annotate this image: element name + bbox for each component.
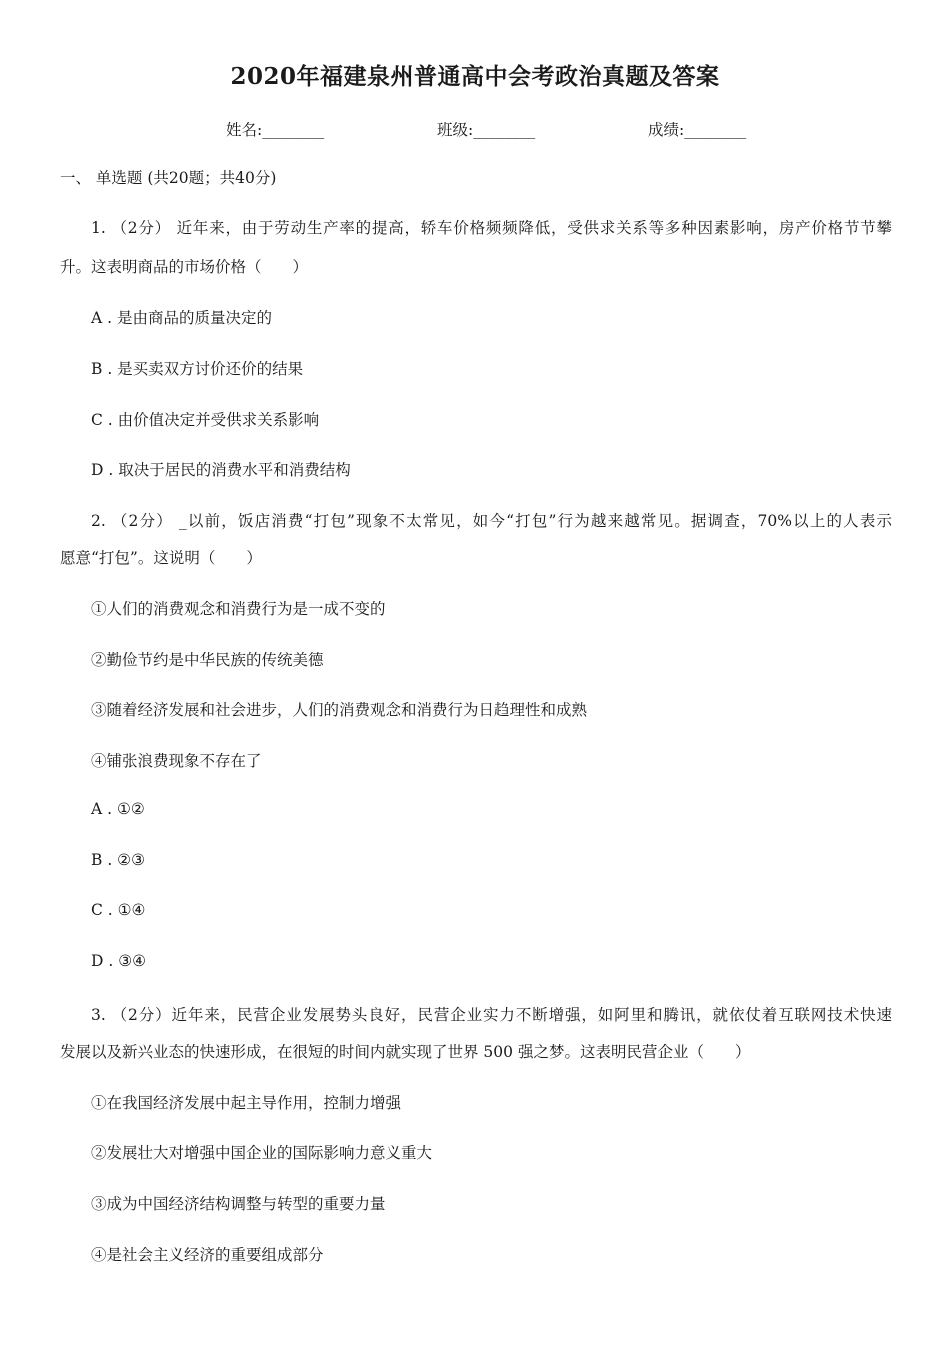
question-2-text-line2: 愿意“打包”。这说明（ ） [60, 549, 262, 567]
question-2-statement-2: ②勤俭节约是中华民族的传统美德 [91, 651, 324, 669]
question-3-text-line2: 发展以及新兴业态的快速形成，在很短的时间内就实现了世界 500 强之梦。这表明民营企业（ ） [60, 1043, 751, 1061]
question-1-text-line2: 升。这表明商品的市场价格（ ） [60, 258, 309, 276]
question-1-option-d: D . 取决于居民的消费水平和消费结构 [91, 461, 351, 479]
question-2-option-d: D . ③④ [91, 952, 146, 970]
question-2-option-a: A . ①② [91, 800, 145, 818]
question-2-option-c: C . ①④ [91, 901, 146, 919]
score-field-label: 成绩:________ [648, 121, 747, 139]
question-1-text-line1: 1. （2分） 近年来，由于劳动生产率的提高，轿车价格频频降低，受供求关系等多种因素影响，房产价格节节攀 [91, 219, 892, 237]
question-3-text-line1: 3. （2分）近年来，民营企业发展势头良好，民营企业实力不断增强，如阿里和腾讯，就依仗着互联网技术快速 [91, 1006, 892, 1024]
question-3-statement-3: ③成为中国经济结构调整与转型的重要力量 [91, 1195, 386, 1213]
question-2-statement-1: ①人们的消费观念和消费行为是一成不变的 [91, 600, 386, 618]
question-2-option-b: B . ②③ [91, 851, 145, 869]
question-3-statement-4: ④是社会主义经济的重要组成部分 [91, 1246, 324, 1264]
question-1-option-a: A . 是由商品的质量决定的 [91, 309, 272, 327]
class-field-label: 班级:________ [437, 121, 536, 139]
question-3-statement-2: ②发展壮大对增强中国企业的国际影响力意义重大 [91, 1144, 433, 1162]
question-2-statement-4: ④铺张浪费现象不存在了 [91, 752, 262, 770]
question-2-statement-3: ③随着经济发展和社会进步，人们的消费观念和消费行为日趋理性和成熟 [91, 701, 588, 719]
name-field-label: 姓名:________ [226, 121, 325, 139]
question-1-option-c: C . 由价值决定并受供求关系影响 [91, 411, 320, 429]
question-1-option-b: B . 是买卖双方讨价还价的结果 [91, 360, 304, 378]
question-3-statement-1: ①在我国经济发展中起主导作用，控制力增强 [91, 1094, 402, 1112]
page-title: 2020年福建泉州普通高中会考政治真题及答案 [230, 63, 720, 90]
question-2-text-line1: 2. （2分） _以前，饭店消费“打包”现象不太常见，如今“打包”行为越来越常见。据调查，70%以上的人表示 [91, 512, 892, 530]
section-heading: 一、 单选题 (共20题；共40分) [60, 169, 277, 187]
